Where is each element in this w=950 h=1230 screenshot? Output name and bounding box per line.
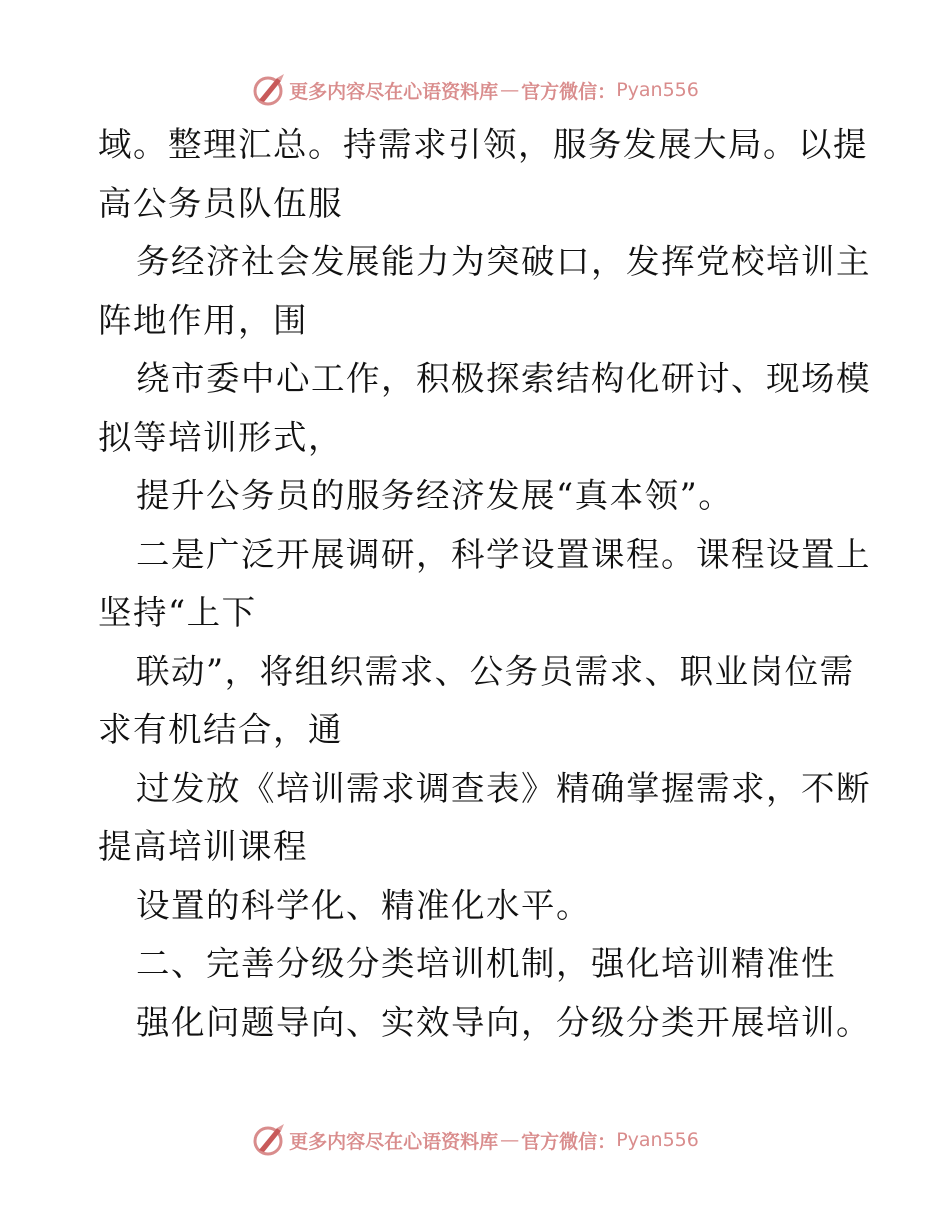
text-line-1: 域。整理汇总。持需求引领，服务发展大局。以提 bbox=[98, 125, 868, 164]
text-line-10: 联动”，将组织需求、公务员需求、职业岗位需 bbox=[136, 651, 855, 691]
text-line-5: 绕市委中心工作，积极探索结构化研讨、现场模 bbox=[136, 359, 871, 398]
section-heading: 二、完善分级分类培训机制，强化培训精准性 bbox=[136, 944, 836, 983]
text-line-9: 坚持“上下 bbox=[98, 593, 257, 632]
watermark-wechat-id: Pyan556 bbox=[616, 1129, 699, 1151]
document-body bbox=[98, 116, 871, 1052]
footer-watermark bbox=[0, 1120, 950, 1160]
text-line-14: 设置的科学化、精准化水平。 bbox=[136, 885, 591, 925]
text-line-16: 强化问题导向、实效导向，分级分类开展培训。 bbox=[136, 1002, 871, 1042]
text-line-13: 提高培训课程 bbox=[98, 827, 308, 866]
text-line-3: 务经济社会发展能力为突破口，发挥党校培训主 bbox=[136, 242, 871, 281]
text-line-7: 提升公务员的服务经济发展“真本领”。 bbox=[136, 476, 734, 515]
header-watermark bbox=[0, 70, 950, 110]
watermark-dash: — bbox=[500, 79, 520, 101]
text-line-2: 高公务员队伍服 bbox=[98, 183, 343, 223]
text-line-12: 过发放《培训需求调查表》精确掌握需求，不断 bbox=[136, 768, 871, 808]
quill-pen-logo-icon bbox=[251, 72, 287, 108]
watermark-site-text: 更多内容尽在心语资料库 bbox=[289, 80, 499, 103]
watermark-wechat-label: 官方微信： bbox=[521, 80, 617, 103]
text-line-8: 二是广泛开展调研，科学设置课程。课程设置上 bbox=[136, 534, 871, 574]
text-line-4: 阵地作用，围 bbox=[98, 300, 308, 340]
text-line-11: 求有机结合，通 bbox=[98, 710, 343, 749]
text-line-6: 拟等培训形式， bbox=[98, 417, 343, 457]
watermark-dash: — bbox=[500, 1129, 520, 1151]
watermark-wechat-id: Pyan556 bbox=[616, 79, 699, 101]
watermark-site-text: 更多内容尽在心语资料库 bbox=[289, 1130, 499, 1153]
watermark-wechat-label: 官方微信： bbox=[521, 1130, 617, 1153]
quill-pen-logo-icon bbox=[251, 1122, 287, 1158]
